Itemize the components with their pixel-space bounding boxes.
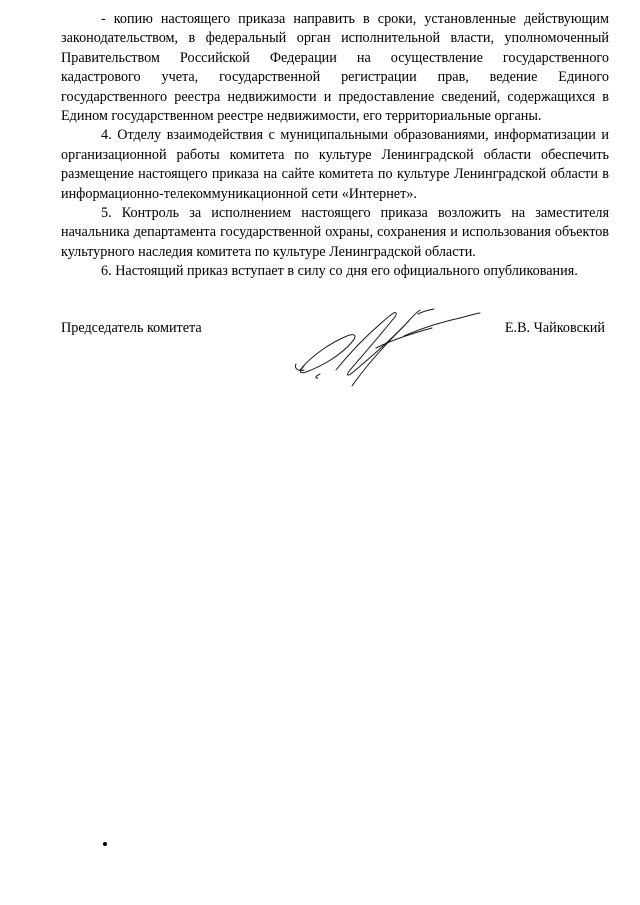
- signatory-title: Председатель комитета: [61, 320, 202, 336]
- paragraph-item-5: 5. Контроль за исполнением настоящего приказа возложить на заместителя начальника департамента государственной охраны, сохранения и использования объектов культурного наследия комитета по культуре Ленинградской области.: [61, 205, 609, 260]
- handwritten-signature: [292, 300, 488, 392]
- signatory-name: Е.В. Чайковский: [504, 320, 605, 336]
- paragraph-item-6: 6. Настоящий приказ вступает в силу со дня его официального опубликования.: [101, 263, 578, 280]
- paragraph-item-4: 4. Отделу взаимодействия с муниципальными образованиями, информатизации и организационной работы комитета по культуре Ленинградской области обеспечить размещение настоящего приказа на сайте комитета по культуре Ленинградской области в информационно-телекоммуникационной сети «Интернет».: [61, 127, 609, 202]
- document-body: [61, 10, 609, 282]
- paragraph-copy-distribution: - копию настоящего приказа направить в сроки, установленные действующим законодательством, в федеральный орган исполнительной власти, уполномоченный Правительством Российской Федерации на осуществление государственного кадастрового учета, государственной регистрации прав, ведение Единого государственного реестра недвижимости и предоставление сведений, содержащихся в Едином государственном реестре недвижимости, его территориальные органы.: [61, 11, 609, 125]
- stray-dot: [103, 842, 107, 846]
